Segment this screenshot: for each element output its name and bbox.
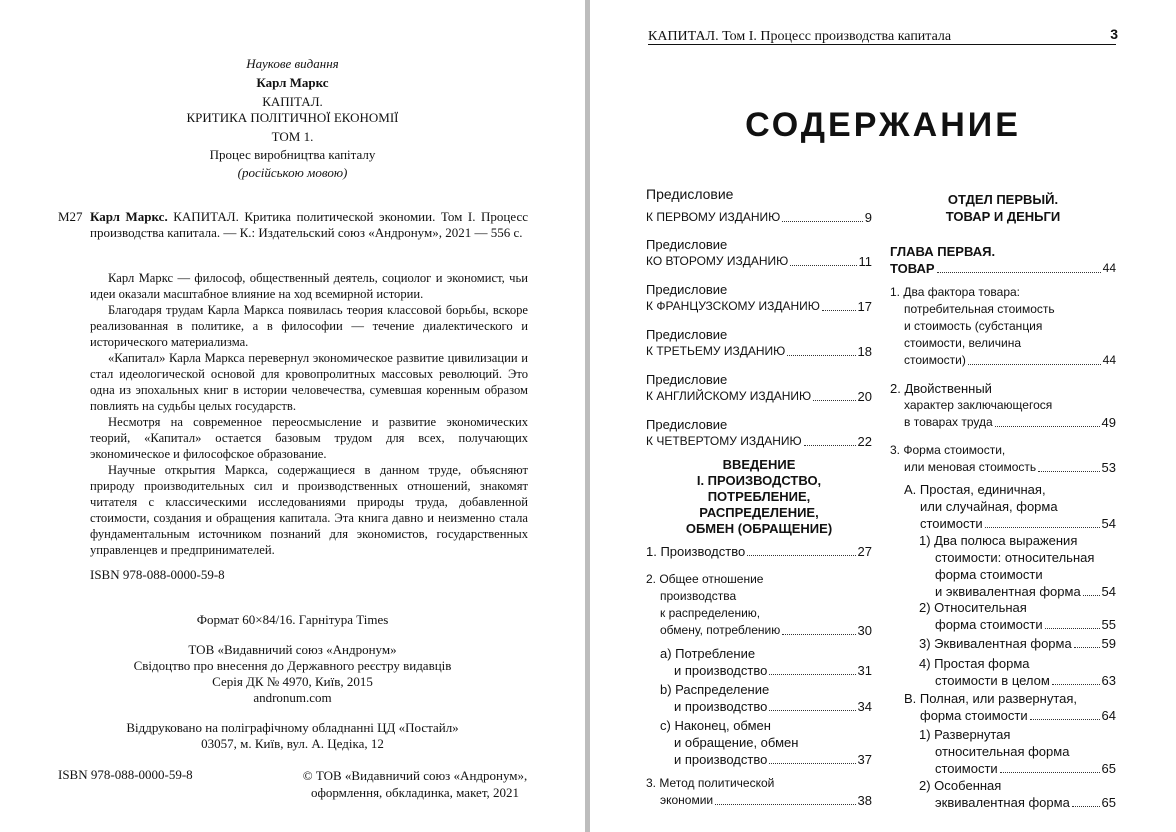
page-number: 3 [1110,26,1118,42]
isbn: ISBN 978-088-0000-59-8 [90,567,225,582]
toc-entry: 4) Простая форма стоимости в целом 63 [919,656,1116,688]
bibliographic-record [58,209,528,241]
copyright [300,767,530,801]
running-head [648,26,1118,45]
running-head-title: КАПИТАЛ. Том I. Процесс производства капитала [648,29,952,44]
toc-entry: a) Потребление и производство 31 [660,646,872,678]
toc-entry: Предисловие К АНГЛИЙСКОМУ ИЗДАНИЮ 20 [646,372,872,404]
section-heading: ОТДЕЛ ПЕРВЫЙ. ТОВАР И ДЕНЬГИ [945,192,1061,224]
format-line: Формат 60×84/16. Гарнітура Times [196,612,389,627]
toc-entry: 2. Общее отношение производства к распределению, обмену, потреблению 30 [646,572,872,638]
abstract-paragraph: Несмотря на современное переосмысление и развитие экономических теорий, «Капитал» остается базовым трудом для всех, получающих экономическое и философское образование. [90,415,528,461]
left-page [0,0,585,832]
toc-entry: c) Наконец, обмен и обращение, обмен и производство 37 [660,718,872,767]
abstract-paragraph: Карл Маркс — философ, общественный деятель, социолог и экономист, чьи идеи оказали масштабное влияние на ход всемирной истории. [90,271,528,301]
right-page [590,0,1176,832]
toc-entry: Предисловие К ПЕРВОМУ ИЗДАНИЮ 9 [646,186,872,225]
toc-entry: 1) Два полюса выражения стоимости: относительная форма стоимости и эквивалентная форма 54 [919,533,1116,599]
toc-entry: Предисловие К ЧЕТВЕРТОМУ ИЗДАНИЮ 22 [646,417,872,449]
isbn-bottom: ISBN 978-088-0000-59-8 [58,767,193,782]
book-subtitle: Процес виробництва капіталу [209,147,376,162]
author: Карл Маркс [256,75,329,90]
bib-text: КАПИТАЛ. Критика политической экономии. Том I. Процесс производства капитала. — К.: Издательский союз «Андронум», 2021 — 556 с. [90,209,528,240]
toc-entry: 1. Производство 27 [646,544,872,559]
copyright-line-1: © ТОВ «Видавничий союз «Андронум», [302,768,528,783]
copyright-line-2: оформлення, обкладинка, макет, 2021 [310,785,520,800]
abstract-paragraph: Благодаря трудам Карла Маркса появилась теория классовой борьбы, вскоре реализованная в политике, а в философии — течение диалектического и исторического материализма. [90,303,528,349]
toc-entry: 1. Два фактора товара: потребительная стоимость и стоимость (субстанция стоимости, величина стоимости) 44 [890,285,1116,367]
abstract [90,270,528,558]
toc-entry: 1) Развернутая относительная форма стоимости 65 [919,727,1116,776]
volume: ТОМ 1. [271,129,314,144]
publisher-website: andronum.com [253,690,332,705]
toc-entry: 2) Относительная форма стоимости 55 [919,600,1116,632]
abstract-paragraph: Научные открытия Маркса, содержащиеся в данном труде, объясняют природу производительных сил и производственных отношений, знакомят читателя с классическими исследованиями природы труда, добавленной стоимости, создания и обращения капитала. Эта книга давно и неизменно стала фундаментальным источником познаний для экономистов, государственных управленцев и предпринимателей. [90,463,528,557]
bib-code: М27 [58,209,83,224]
bib-author: Карл Маркс. [90,209,168,224]
toc-entry: B. Полная, или развернутая, форма стоимости 64 [904,691,1116,723]
abstract-paragraph: «Капитал» Карла Маркса перевернул экономическое развитие цивилизации и стал идеологической основой для кровопролитных массовых революций. Это одна из эпохальных книг в истории человечества, сумевшая коренным образом повлиять на судьбы целых государств. [90,351,528,413]
book-title-line-1: КАПІТАЛ. [262,94,323,109]
language-note: (російською мовою) [237,165,348,180]
toc-entry: Предисловие К ТРЕТЬЕМУ ИЗДАНИЮ 18 [646,327,872,359]
publisher-certificate: Свідоцтво про внесення до Державного реєстру видавців [133,658,452,673]
toc-entry: 2. Двойственный характер заключающегося в товарах труда 49 [890,381,1116,430]
edition-type: Наукове видання [246,56,339,71]
toc-entry: 3. Метод политической экономии 38 [646,776,872,808]
toc-entry: Предисловие КО ВТОРОМУ ИЗДАНИЮ 11 [646,237,872,269]
toc-entry: 3) Эквивалентная форма 59 [919,636,1116,651]
toc-title: СОДЕРЖАНИЕ [745,106,1021,144]
toc-entry: 3. Форма стоимости, или меновая стоимость 53 [890,443,1116,475]
intro-heading: ВВЕДЕНИЕ I. ПРОИЗВОДСТВО, ПОТРЕБЛЕНИЕ, РАСПРЕДЕЛЕНИЕ, ОБМЕН (ОБРАЩЕНИЕ) [685,457,833,536]
toc-entry: 2) Особенная эквивалентная форма 65 [919,778,1116,810]
toc-entry: b) Распределение и производство 34 [660,682,872,714]
printer-name: Віддруковано на поліграфічному обладнанні ЦД «Постайл» [126,720,459,735]
chapter-heading: ГЛАВА ПЕРВАЯ. ТОВАР 44 [890,244,1116,276]
toc-entry: A. Простая, единичная, или случайная, форма стоимости 54 [904,482,1116,531]
publisher-series: Серія ДК № 4970, Київ, 2015 [212,674,373,689]
publisher-name: ТОВ «Видавничий союз «Андронум» [188,642,397,657]
book-title-line-2: КРИТИКА ПОЛІТИЧНОЇ ЕКОНОМІЇ [186,110,399,125]
printer-address: 03057, м. Київ, вул. А. Цедіка, 12 [201,736,384,751]
toc-entry: Предисловие К ФРАНЦУЗСКОМУ ИЗДАНИЮ 17 [646,282,872,314]
